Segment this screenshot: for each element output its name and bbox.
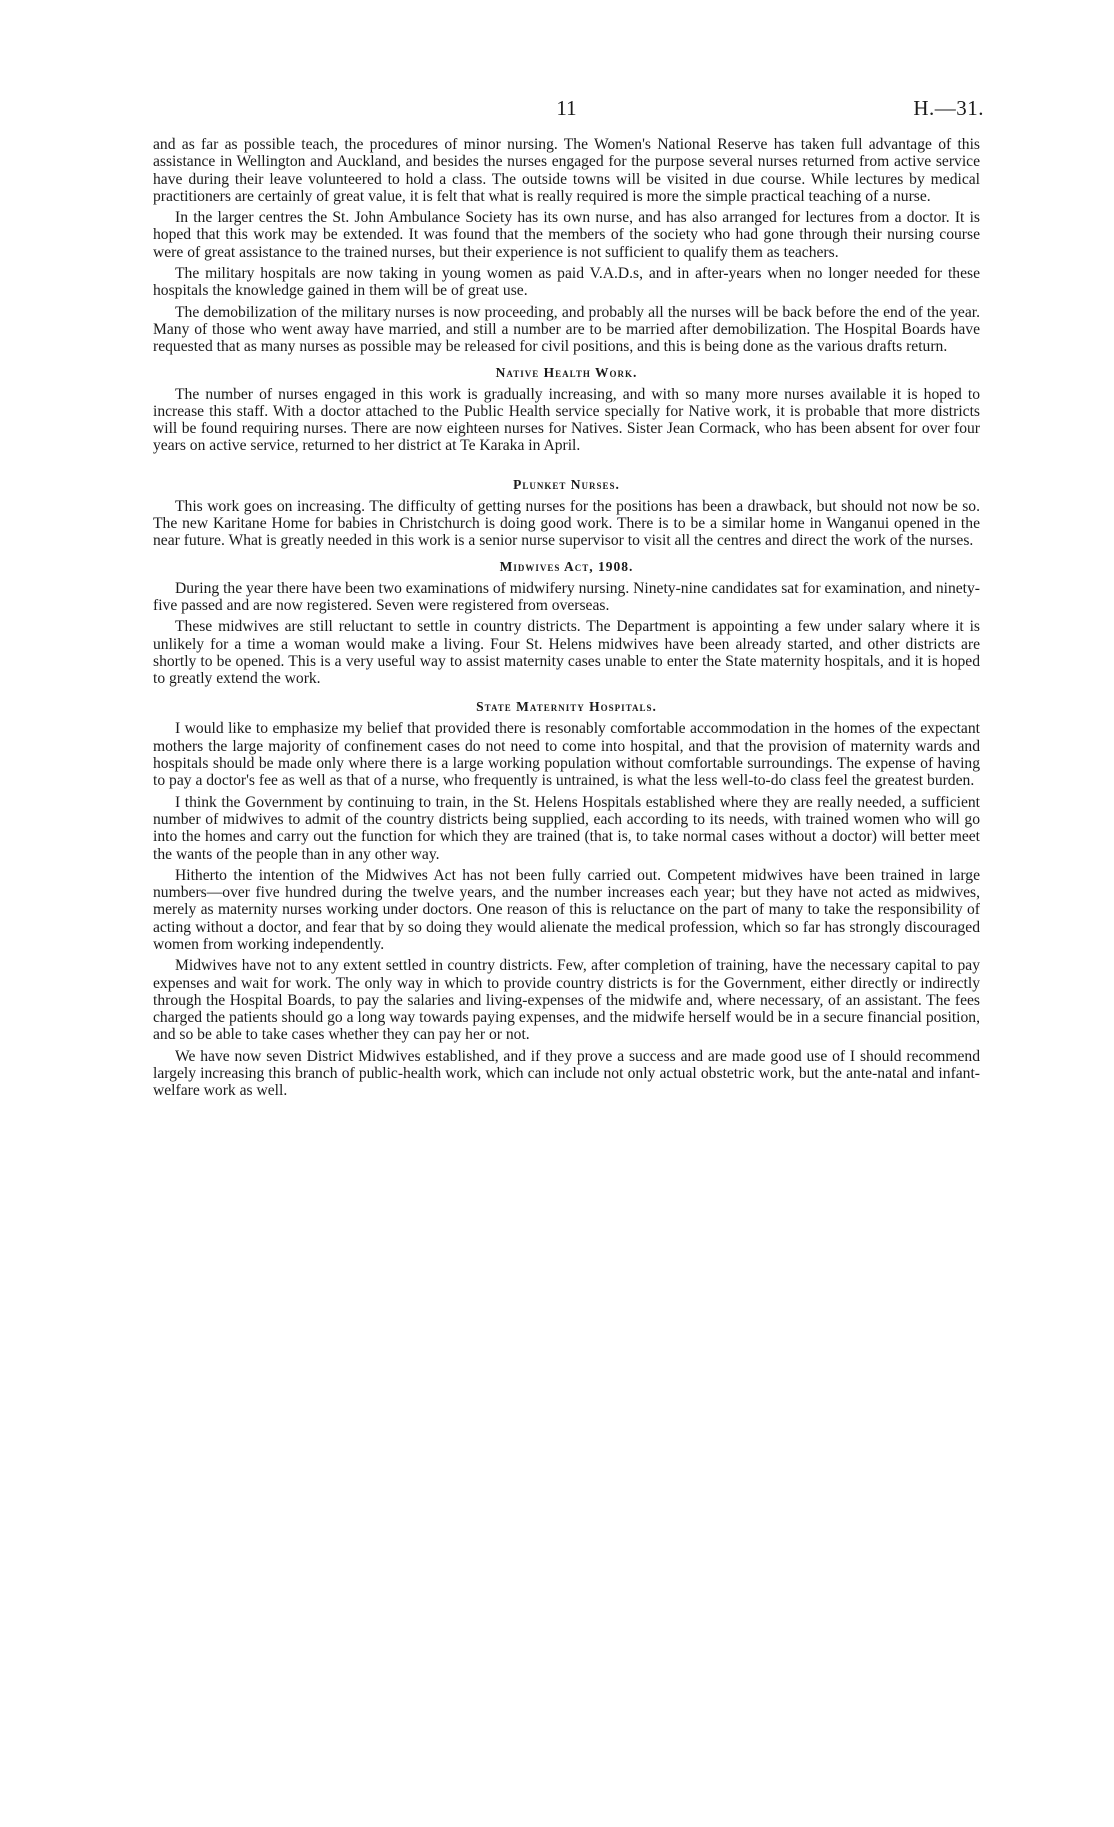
paragraph: Midwives have not to any extent settled in country districts. Few, after completion of training, have the necessary capital to pay expenses and wait for work. The only way in which to provide country districts is for the Government, either directly or indirectly through the Hospital Boards, to pay the salaries and living-expenses of the midwife and, where necessary, of an assistant. The fees charged the patients should go a long way towards paying expenses, and the midwife herself would be in a secure financial position, and so be able to take cases whether they can pay her or not. <box>153 957 980 1044</box>
paragraph: I think the Government by continuing to train, in the St. Helens Hospitals established where they are really needed, a sufficient number of midwives to admit of the country districts being supplied, each according to its needs, with trained women who will go into the homes and carry out the function for which they are trained (that is, to take normal cases without a doctor) will better meet the wants of the people than in any other way. <box>153 793 980 863</box>
paragraph: During the year there have been two examinations of midwifery nursing. Ninety-nine candidates sat for examination, and ninety-five passed and are now registered. Seven were registered from overseas. <box>153 579 980 614</box>
paragraph: I would like to emphasize my belief that provided there is resonably comfortable accommodation in the homes of the expectant mothers the large majority of confinement cases do not need to come into hospital, and that the provision of maternity wards and hospitals should be made only where there is a large working population without comfortable surroundings. The expense of having to pay a doctor's fee as well as that of a nurse, who frequently is untrained, is what the less well-to-do class feel the greatest burden. <box>153 720 980 790</box>
section-heading: State Maternity Hospitals. <box>476 699 657 715</box>
paragraph: We have now seven District Midwives established, and if they prove a success and are made good use of I should recommend largely increasing this branch of public-health work, which can include not only actual obstetric work, but the ante-natal and infant-welfare work as well. <box>153 1047 980 1100</box>
paragraph: The demobilization of the military nurses is now proceeding, and probably all the nurses will be back before the end of the year. Many of those who went away have married, and still a number are to be married after demobilization. The Hospital Boards have requested that as many nurses as possible may be released for civil positions, and this is being done as the various drafts return. <box>153 303 980 356</box>
paragraph: Hitherto the intention of the Midwives Act has not been fully carried out. Competent midwives have been trained in large numbers—over five hundred during the twelve years, and the number increases each year; but they have not acted as midwives, merely as maternity nurses working under doctors. One reason of this is reluctance on the part of many to take the responsibility of acting without a doctor, and fear that by so doing they would alienate the medical profession, which so far has strongly discouraged women from working independently. <box>153 866 980 953</box>
paragraph: The number of nurses engaged in this work is gradually increasing, and with so many more nurses available it is hoped to increase this staff. With a doctor attached to the Public Health service specially for Native work, it is probable that more districts will be found requiring nurses. There are now eighteen nurses for Natives. Sister Jean Cormack, who has been absent for over four years on active service, returned to her district at Te Karaka in April. <box>153 385 980 455</box>
page-header <box>153 96 984 128</box>
paragraph: The military hospitals are now taking in young women as paid V.A.D.s, and in after-years when no longer needed for these hospitals the knowledge gained in them will be of great use. <box>153 265 980 300</box>
paragraph: These midwives are still reluctant to settle in country districts. The Department is appointing a few under salary where it is unlikely for a time a woman would make a living. Four St. Helens midwives have been already started, and other districts are shortly to be opened. This is a very useful way to assist maternity cases unable to enter the State maternity hospitals, and it is hoped to greatly extend the work. <box>153 618 980 688</box>
section-heading: Native Health Work. <box>495 364 638 380</box>
intro-section <box>153 136 980 356</box>
section-heading: Midwives Act, 1908. <box>499 558 634 574</box>
paragraph: and as far as possible teach, the procedures of minor nursing. The Women's National Reserve has taken full advantage of this assistance in Wellington and Auckland, and besides the nurses engaged for the purpose several nurses returned from active service have during their leave volunteered to hold a class. The outside towns will be visited in due course. While lectures by medical practitioners are certainly of great value, it is felt that what is really required is more the simple practical teaching of a nurse. <box>153 136 980 205</box>
state-maternity-section <box>153 699 980 1099</box>
document-reference: H.—31. <box>913 96 984 120</box>
section-heading: Plunket Nurses. <box>513 476 620 492</box>
paragraph: In the larger centres the St. John Ambulance Society has its own nurse, and has also arranged for lectures from a doctor. It is hoped that this work may be extended. It was found that the members of the society who had gone through their nursing course were of great assistance to the trained nurses, but their experience is not sufficient to qualify them as teachers. <box>153 209 980 261</box>
midwives-act-section <box>153 559 980 688</box>
plunket-nurses-section <box>153 477 980 550</box>
native-health-section <box>153 365 980 455</box>
paragraph: This work goes on increasing. The difficulty of getting nurses for the positions has been a drawback, but should not now be so. The new Karitane Home for babies in Christchurch is doing good work. There is to be a similar home in Wanganui opened in the near future. What is greatly needed in this work is a senior nurse supervisor to visit all the centres and direct the work of the nurses. <box>153 497 980 550</box>
page-number: 11 <box>556 96 577 120</box>
